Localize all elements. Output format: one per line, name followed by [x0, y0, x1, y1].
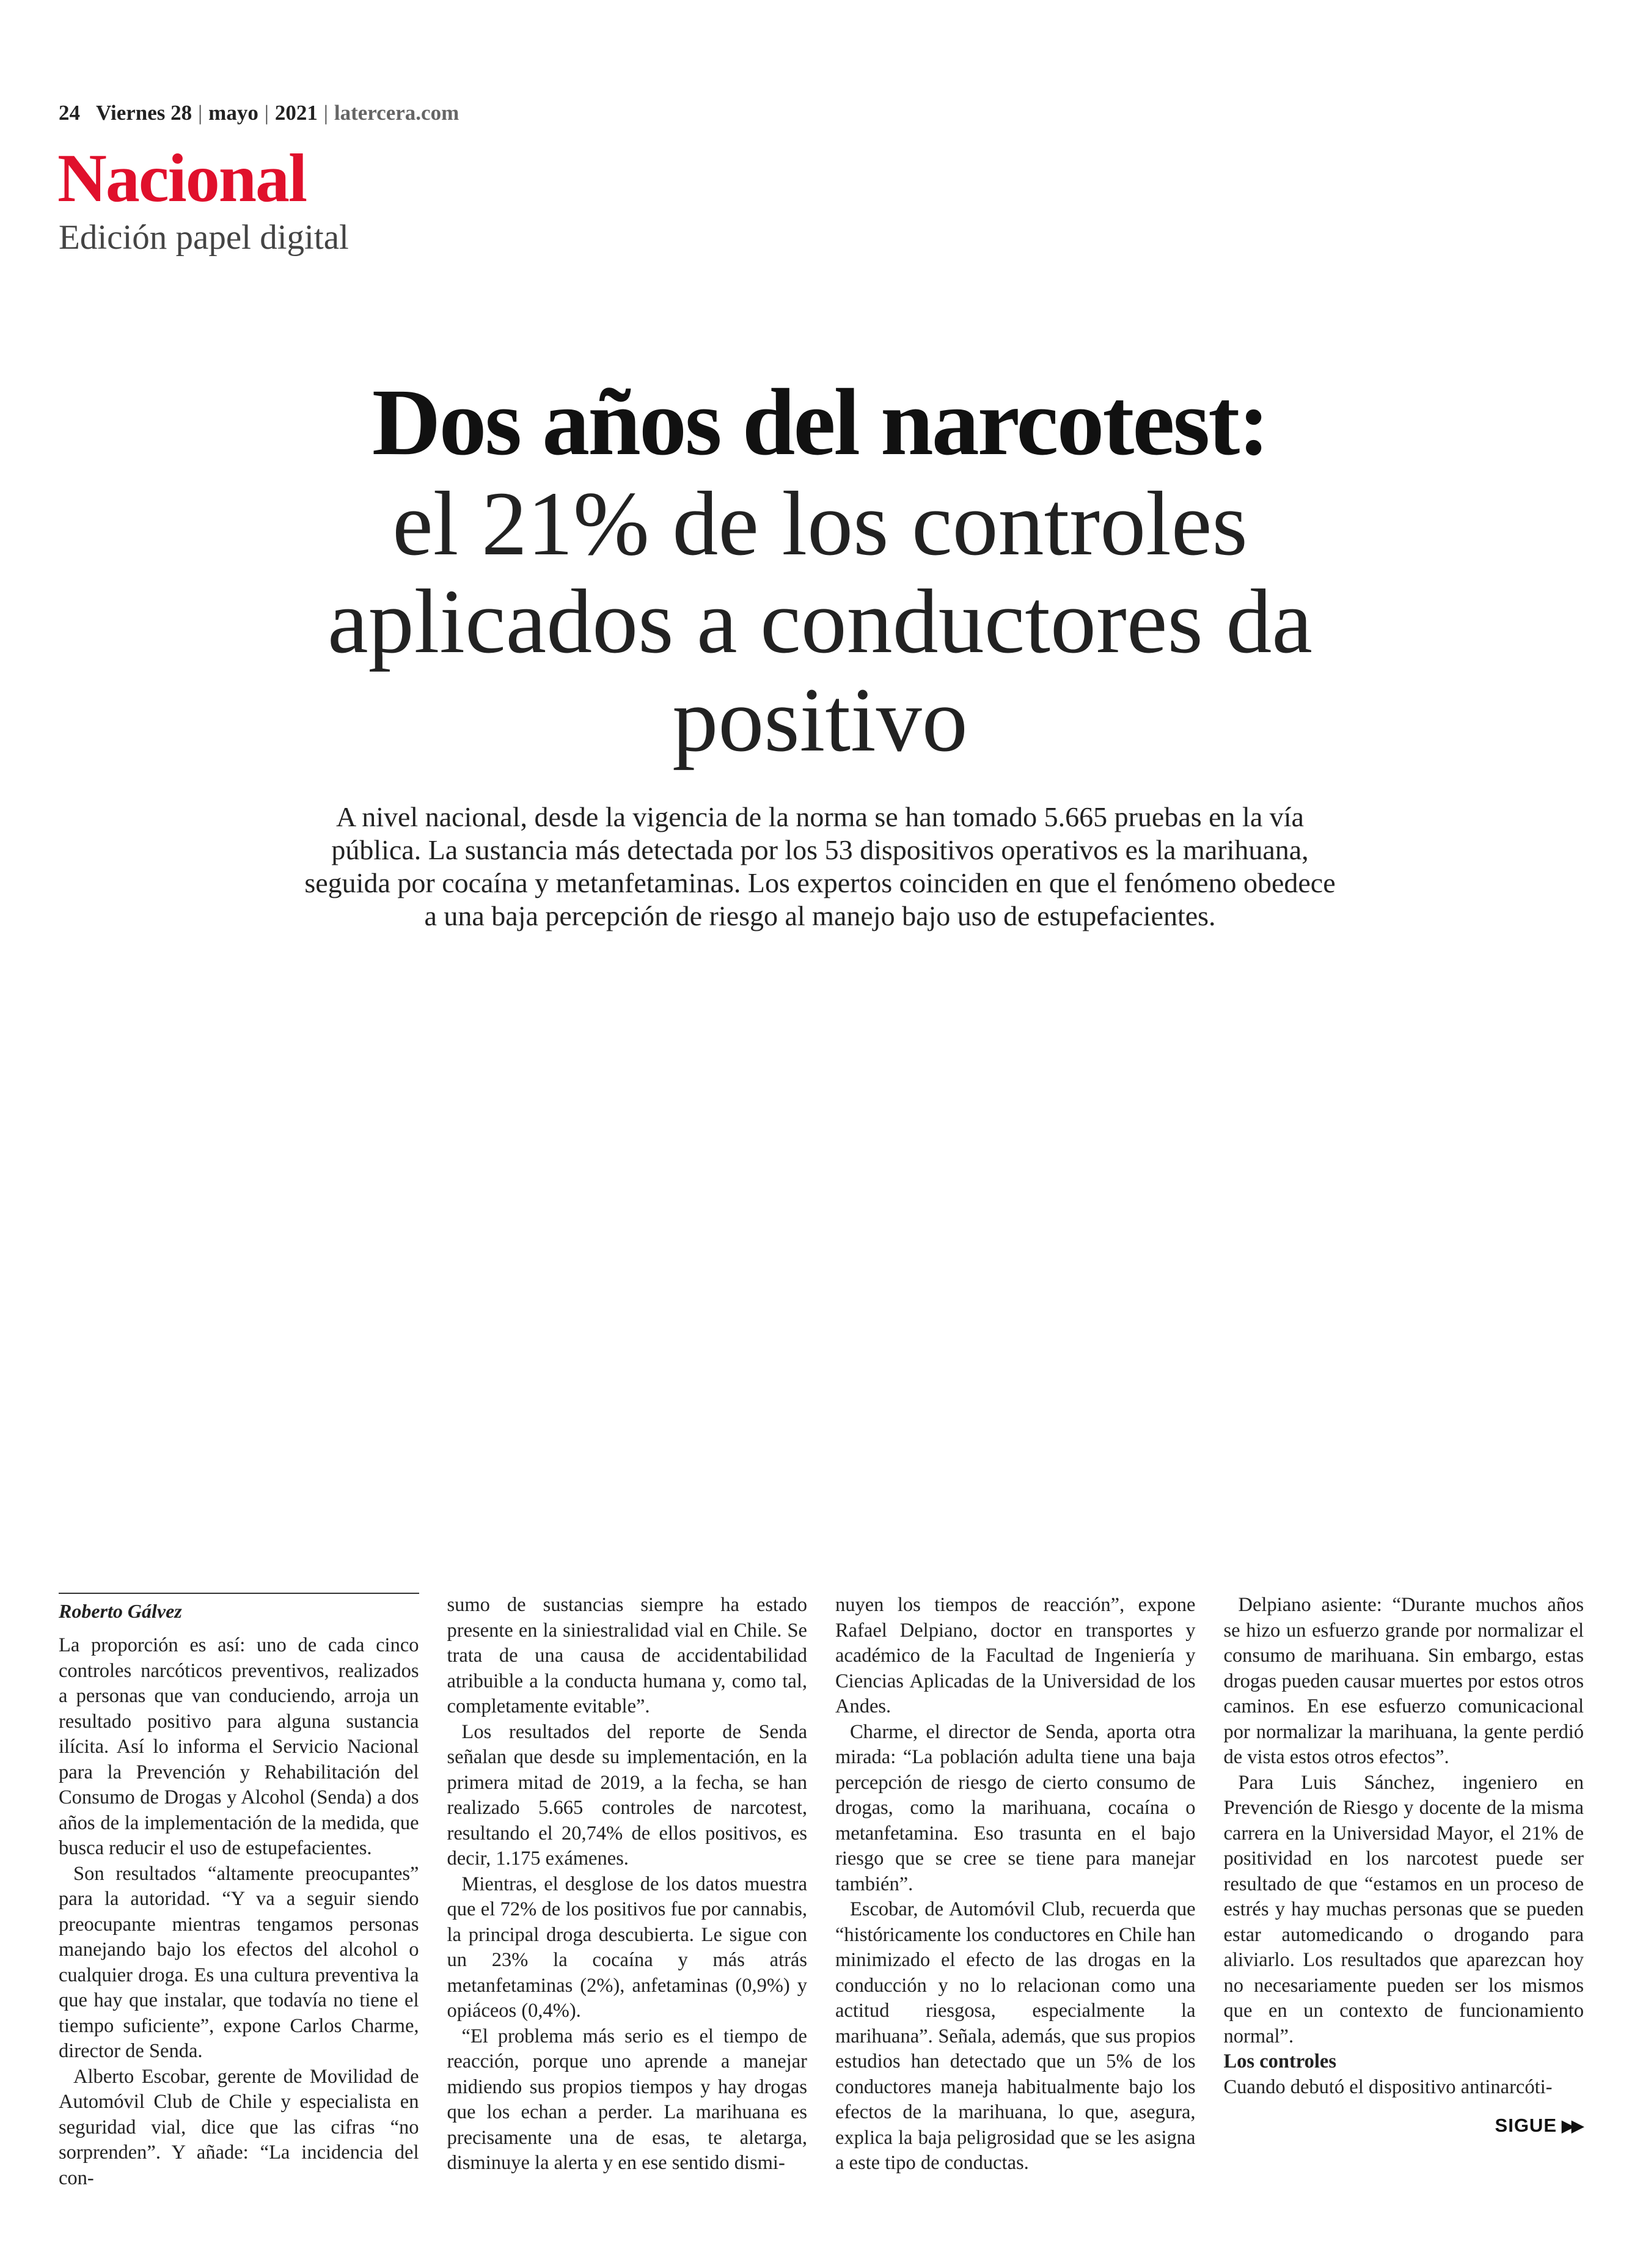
article-deck: A nivel nacional, desde la vigencia de la norma se han tomado 5.665 pruebas en la vía pública. La sustancia más detectada por los 53 dispositivos operativos es la marihuana, seguida por cocaína y metanfetaminas. Los expertos coinciden en que el fenómeno obedece a una baja percepción de riesgo al manejo bajo uso de estupefacientes. — [304, 801, 1336, 931]
paragraph: Charme, el director de Senda, aporta otra mirada: “La población adulta tiene una baja percepción de riesgo de cierto consumo de drogas, como la marihuana, cocaína o metanfetamina. Eso trasunta en el bajo riesgo que se cree se tiene para manejar también”. — [835, 1720, 1196, 1895]
paragraph: Delpiano asiente: “Durante muchos años se hizo un esfuerzo grande por normalizar el consumo de marihuana. Sin embargo, estas drogas pueden causar muertes por estos otros caminos. En ese esfuerzo comunicacional por normalizar la marihuana, la gente perdió de vista estos otros efectos”. — [1223, 1594, 1584, 1768]
article-body — [59, 1593, 1584, 2191]
column-2 — [447, 1593, 808, 2191]
page-folio: 24 Viernes 28 | mayo | 2021 | latercera.com — [59, 101, 459, 125]
headline — [122, 370, 1518, 769]
double-arrow-icon: ▶▶ — [1562, 2116, 1581, 2135]
paragraph: Los resultados del reporte de Senda señalan que desde su implementación, en la primera mitad de 2019, a la fecha, se han realizado 5.665 controles de narcotest, resultando el 20,74% de ellos positivos, es decir, 1.175 exámenes. — [447, 1720, 807, 1870]
paragraph: Para Luis Sánchez, ingeniero en Prevención de Riesgo y docente de la misma carrera en la Universidad Mayor, el 21% de positividad en los narcotest puede ser resultado de que “estamos en un proceso de estrés y hay muchas personas que se pueden estar automedicando o drogando para aliviarlo. Los resultados que aparezcan hoy no necesariamente pueden ser los mismos que en un contexto de funcionamiento normal”. — [1223, 1771, 1584, 2047]
folio-day: Viernes 28 — [96, 101, 192, 125]
paragraph: Son resultados “altamente preocupantes” para la autoridad. “Y va a seguir siendo preocupante mientras tengamos personas manejando bajo los efectos del alcohol o cualquier droga. Es una cultura preventiva la que hay que instalar, que todavía no tiene el tiempo suficiente”, expone Carlos Charme, director de Senda. — [59, 1862, 419, 2062]
paragraph: Escobar, de Automóvil Club, recuerda que “históricamente los conductores en Chile han minimizado el efecto de las drogas en la conducción y no lo relacionan como una actitud riesgosa, especialmente la marihuana”. Señala, además, que sus propios estudios han detectado que un 5% de los conductores maneja habitualmente bajo los efectos de la marihuana, lo que, asegura, explica la baja peligrosidad que se les asigna a este tipo de conductas. — [835, 1898, 1196, 2174]
folio-year: 2021 — [274, 101, 318, 125]
subhead: Los controles — [1223, 2050, 1336, 2072]
column-3 — [835, 1593, 1196, 2191]
paragraph: “El problema más serio es el tiempo de reacción, porque uno aprende a manejar midiendo sus propios tiempos y hay drogas que los echan a perder. La marihuana es precisamente una de esas, te aletarga, disminuye la alerta y en ese sentido dismi- — [447, 2025, 807, 2174]
continue-link[interactable] — [1495, 2115, 1581, 2137]
column-4 — [1224, 1593, 1584, 2191]
headline-light: el 21% de los controles aplicados a conductores da positivo — [328, 472, 1312, 771]
paragraph: Mientras, el desglose de los datos muestra que el 72% de los positivos fue por cannabis, la principal droga descubierta. Le sigue con un 23% la cocaína y más atrás metanfetaminas (2%), anfetaminas (0,9%) y opiáceos (0,4%). — [447, 1873, 807, 2022]
section-title: Nacional — [57, 141, 307, 216]
page-number: 24 — [59, 101, 80, 125]
paragraph: La proporción es así: uno de cada cinco controles narcóticos preventivos, realizados a personas que van conduciendo, arroja un resultado positivo para alguna sustancia ilícita. Así lo informa el Servicio Nacional para la Prevención y Rehabilitación del Consumo de Drogas y Alcohol (Senda) a dos años de la implementación de la medida, que busca reducir el uso de estupefacientes. — [59, 1634, 419, 1859]
byline: Roberto Gálvez — [59, 1593, 419, 1623]
headline-bold: Dos años del narcotest: — [372, 369, 1268, 475]
edition-label: Edición papel digital — [59, 218, 349, 257]
paragraph: sumo de sustancias siempre ha estado presente en la siniestralidad vial en Chile. Se trata de una causa de accidentabilidad atribuible a la conducta humana y, como tal, completamente evitable”. — [447, 1594, 807, 1717]
continue-label: SIGUE — [1495, 2115, 1557, 2136]
folio-month: mayo — [208, 101, 258, 125]
folio-site: latercera.com — [334, 101, 459, 125]
column-1 — [59, 1593, 419, 2191]
paragraph: nuyen los tiempos de reacción”, expone Rafael Delpiano, doctor en transportes y académico de la Facultad de Ingeniería y Ciencias Aplicadas de la Universidad de los Andes. — [835, 1594, 1196, 1717]
paragraph: Cuando debutó el dispositivo antinarcóti- — [1223, 2075, 1553, 2098]
paragraph: Alberto Escobar, gerente de Movilidad de Automóvil Club de Chile y especialista en seguridad vial, dice que las cifras “no sorprenden”. Y añade: “La incidencia del con- — [59, 2065, 419, 2189]
